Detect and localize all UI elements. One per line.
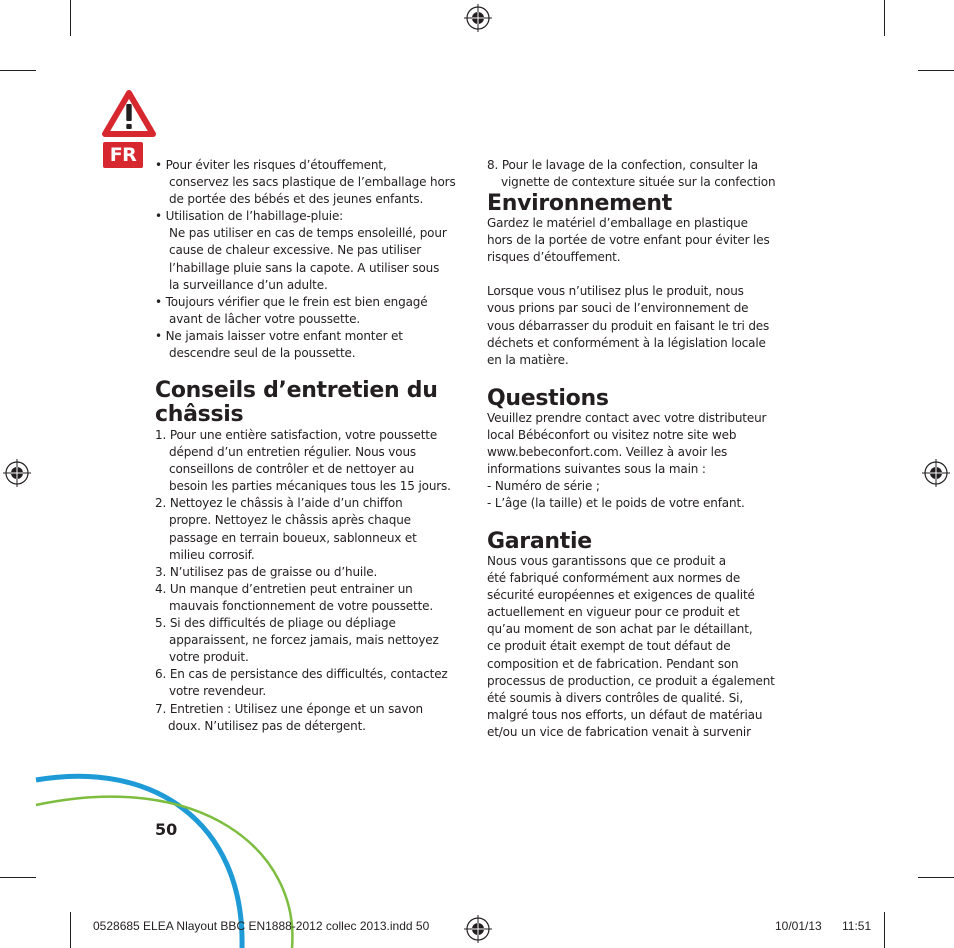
section-heading-warranty: Garantie: [487, 529, 592, 554]
list-item: • Utilisation de l’habillage-pluie: Ne pas utiliser en cas de temps ensoleillé, pour cause de chaleur excessive. Ne pas utiliser l’habillage pluie sans la capote. A utiliser sous la surveillance d’un adulte.: [155, 209, 447, 292]
warranty-text: Nous vous garantissons que ce produit a été fabriqué conformément aux normes de sécurité européennes et exigences de qualité actuellement en vigueur pour ce produit et qu’au moment de son achat par le détaillant, ce produit était exempt de tout défaut de composition et de fabrication. Pendant son processus de production, ce produit a également été soumis à divers contrôles de qualité. Si, malgré tous nos efforts, un défaut de matériau et/ou un vice de fabrication venait à survenir: [487, 554, 775, 739]
section-heading-questions: Questions: [487, 386, 609, 411]
slug-filename: 0528685 ELEA Nlayout BBC EN1888-2012 collec 2013.indd 50: [93, 919, 430, 933]
list-item: - Numéro de série ;: [487, 479, 600, 494]
left-column: [155, 157, 465, 362]
list-item: - L’âge (la taille) et le poids de votre enfant.: [487, 496, 745, 511]
maintenance-steps: [155, 427, 465, 735]
step-8: 8. Pour le lavage de la confection, consulter la vignette de contexture située sur la confection: [487, 158, 776, 190]
slug-date: 10/01/13: [775, 919, 822, 933]
environment-text: Gardez le matériel d’emballage en plastique hors de la portée de votre enfant pour éviter les risques d’étouffement. Lorsque vous n’utilisez plus le produit, nous vous prions par souci de l’environnement de vous débarrasser du produit en faisant le tri des déchets et conformément à la législation locale en la matière.: [487, 216, 770, 367]
crop-mark: [0, 70, 36, 71]
registration-mark-icon: [464, 4, 492, 32]
crop-mark: [884, 912, 885, 948]
registration-mark-icon: [922, 459, 950, 487]
list-item: 3. N’utilisez pas de graisse ou d’huile.: [155, 564, 378, 579]
list-item: 7. Entretien : Utilisez une éponge et un savon doux. N’utilisez pas de détergent.: [155, 701, 423, 733]
bullet-list: [155, 157, 465, 362]
crop-mark: [918, 70, 954, 71]
registration-mark-icon: [3, 459, 31, 487]
list-item: 1. Pour une entière satisfaction, votre poussette dépend d’un entretien régulier. Nous vous conseillons de contrôler et de nettoyer au besoin les parties mécaniques tous les 15 jours.: [155, 428, 451, 494]
list-item: 5. Si des difficultés de pliage ou dépliage apparaissent, ne forcez jamais, mais nettoyez votre produit.: [155, 616, 439, 665]
crop-mark: [918, 877, 954, 878]
section-heading-environment: Environnement: [487, 191, 672, 216]
page-number: 50: [155, 820, 178, 839]
crop-mark: [884, 0, 885, 36]
section-heading-maintenance: Conseils d’entretien du châssis: [155, 378, 438, 427]
list-item: 2. Nettoyez le châssis à l’aide d’un chiffon propre. Nettoyez le châssis après chaque passage en terrain boueux, sablonneux et milieu corrosif.: [155, 496, 417, 562]
language-tag: FR: [103, 142, 143, 168]
list-item: • Pour éviter les risques d’étouffement, conservez les sacs plastique de l’emballage hors de portée des bébés et des jeunes enfants.: [155, 158, 456, 207]
list-item: 6. En cas de persistance des difficultés, contactez votre revendeur.: [155, 667, 448, 699]
slug-time: 11:51: [842, 919, 872, 933]
registration-mark-icon: [464, 915, 492, 943]
list-item: 4. Un manque d’entretien peut entrainer un mauvais fonctionnement de votre poussette.: [155, 581, 434, 613]
list-item: • Ne jamais laisser votre enfant monter et descendre seul de la poussette.: [155, 328, 403, 361]
questions-text: Veuillez prendre contact avec votre distributeur local Bébéconfort ou visitez notre site web www.bebeconfort.com. Veillez à avoir les informations suivantes sous la main : - Numéro de série ; - L’âge (la taille) et le poids de votre enfant.: [487, 410, 797, 513]
list-item: • Toujours vérifier que le frein est bien engagé avant de lâcher votre poussette.: [155, 294, 428, 326]
crop-mark: [70, 0, 71, 36]
warning-triangle-icon: [100, 88, 158, 140]
